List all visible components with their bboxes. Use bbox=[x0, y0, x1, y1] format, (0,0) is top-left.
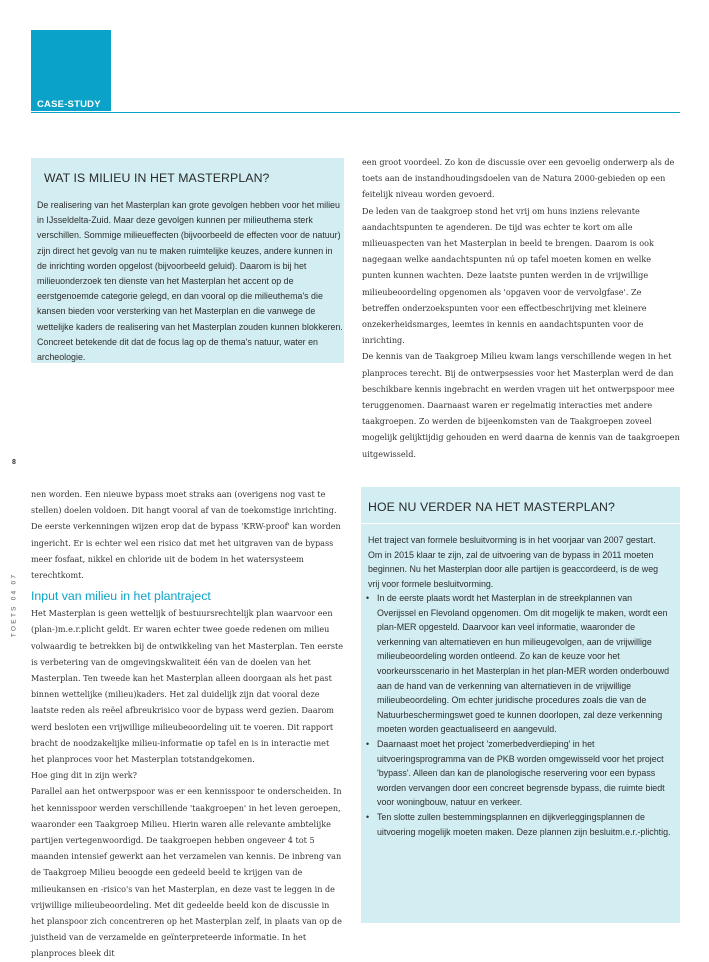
right-column-top bbox=[362, 154, 680, 462]
side-label bbox=[9, 573, 19, 637]
paragraph: Parallel aan het ontwerpspoor was er een kennisspoor te onderscheiden. In het kennisspoor werden verschillende 'taakgroepen' in het leven geroepen, waaronder een Taakgroep Milieu. Hierin waren alle relevante ambtelijke partijen vertegenwoordigd. De taakgroepen hebben ongeveer 4 tot 5 maanden intensief gewerkt aan het verzamelen van kennis. De inbreng van de Taakgroep Milieu beoogde een gedeeld beeld te krijgen van de milieukansen en -risico's van het Masterplan, en deze vast te leggen in de vrijwillige milieubeoordeling. Met dit gedeelde beeld kon de discussie in het planspoor zich concentreren op het Masterplan zelf, in plaats van op de juistheid van de verzamelde en geïnterpreteerde informatie. In het planproces bleek dit bbox=[31, 786, 342, 959]
paragraph: Hoe ging dit in zijn werk? bbox=[31, 770, 137, 781]
list-item-text: Daarnaast moet het project 'zomerbedverdieping' in het uitvoeringsprogramma van de PKB worden omgewisseld voor het project 'bypass'. Alleen dan kan de planologische reservering voor een bypass worden vervangen door een concreet begrensde bypass, die ruimte biedt voor woningbouw, natuur en verkeer. bbox=[377, 738, 665, 808]
box-divider bbox=[361, 523, 680, 524]
box-milieu-body: De realisering van het Masterplan kan grote gevolgen hebben voor het milieu in IJsseldelta-Zuid. Maar deze gevolgen kunnen per milieuthema sterk verschillen. Sommige milieueffecten (bijvoorbeeld de effecten voor de natuur) zijn direct het gevolg van nu te maken ruimtelijke keuzes, andere kunnen in de inrichting worden opgelost (bijvoorbeeld geluid). Daarom is bij het milieuonderzoek ten dienste van het Masterplan het accent op de eerstgenoemde categorie gelegd, en dan vooral op die milieuthema's die kansen bieden voor versterking van het Masterplan en die vanwege de wettelijke kaders de realisering van het Masterplan zouden kunnen blokkeren. Concreet betekende dit dat de focus lag op de thema's natuur, water en archeologie. bbox=[37, 200, 343, 363]
paragraph: een groot voordeel. Zo kon de discussie over een gevoelig onderwerp als de toets aan de instandhoudingsdoelen van de Natura 2000-gebieden op een feitelijk niveau worden gevoerd. bbox=[362, 157, 675, 200]
paragraph: Het Masterplan is geen wettelijk of bestuursrechtelijk plan waarvoor een (plan-)m.e.r.plicht geldt. Er waren echter twee goede redenen om milieu volwaardig te betrekken bij de ontwikkeling van het Masterplan. Ten eerste is verbetering van de omgevingskwaliteit één van de doelen van het Masterplan. Ten tweede kan het Masterplan alleen doorgaan als het past binnen wettelijke (milieu)kaders. Het zal duidelijk zijn dat vooral deze laatste reden als reëel afbreukrisico voor de bypass werd gezien. Daarom werd besloten een vrijwillige milieubeoordeling uit te voeren. Dit rapport bracht de noodzakelijke milieu-informatie op tafel en is in interactie met het planproces voor het Masterplan totstandgekomen. bbox=[31, 608, 344, 765]
sidebar-box-verder bbox=[361, 487, 680, 923]
page-number: 8 bbox=[12, 459, 16, 466]
box-verder-intro: Het traject van formele besluitvorming is in het voorjaar van 2007 gestart. Om in 2015 klaar te zijn, zal de uitvoering van de bypass in 2011 moeten beginnen. Nu het Masterplan door alle partijen is geaccordeerd, is de weg vrij voor formele besluitvorming. bbox=[368, 535, 659, 589]
header-rule bbox=[31, 112, 680, 113]
box-verder-title: HOE NU VERDER NA HET MASTERPLAN? bbox=[368, 500, 615, 514]
list-item bbox=[361, 810, 673, 839]
list-item-text: Ten slotte zullen bestemmingsplannen en dijkverleggingsplannen de uitvoering mogelijk moeten maken. Deze plannen zijn besluitm.e.r.-plichtig. bbox=[377, 811, 671, 837]
list-item bbox=[361, 737, 673, 810]
bullet-icon: • bbox=[366, 593, 370, 603]
bullet-icon: • bbox=[366, 738, 370, 749]
list-item bbox=[361, 591, 673, 737]
paragraph: nen worden. Een nieuwe bypass moet straks aan (overigens nog vast te stellen) doelen voldoen. Dit hangt vooral af van de toekomstige inrichting. De eerste verkenningen wijzen erop dat de bypass 'KRW-proof' kan worden ingericht. Er is echter wel een risico dat met het uitgraven van de bypass meer fosfaat, nikkel en chloride uit de bodem in het watersysteem terechtkomt. bbox=[31, 489, 341, 581]
list-item-text: In de eerste plaats wordt het Masterplan in de streekplannen van Overijssel en Flevoland opgenomen. Om dit mogelijk te maken, wordt een plan-MER opgesteld. Daarvoor kan veel informatie, waaronder de verkenning van alternatieven en hun milieugevolgen, aan de vrijwillige milieubeoordeling worden ontleend. Zo kan de keuze voor het voorkeursscenario in het Masterplan in het plan-MER worden onderbouwd aan de hand van de verkenning van alternatieven in de vrijwillige milieubeoordeling. Om echter juridische procedures zoals die van de Natuurbeschermingswet goed te kunnen doorlopen, zal deze verkenning moeten worden geactualiseerd en aangevuld. bbox=[377, 593, 670, 735]
side-label-text: TOETS 04 07 bbox=[10, 572, 18, 638]
paragraph: De kennis van de Taakgroep Milieu kwam langs verschillende wegen in het planproces terecht. Bij de ontwerpsessies voor het Masterplan werd de dan beschikbare kennis ingebracht en werden vragen uit het ontwerpspoor mee teruggenomen. Daarnaast waren er regelmatig interacties met andere taakgroepen. Zo werden de bijeenkomsten van de Taakgroepen zoveel mogelijk gelijktijdig gehouden en werd daarna de kennis van de taakgroepen uitgewisseld. bbox=[362, 351, 680, 459]
left-column-bottom bbox=[31, 486, 345, 962]
case-study-label: CASE-STUDY bbox=[37, 99, 101, 110]
section-heading: Input van milieu in het plantraject bbox=[31, 589, 211, 604]
paragraph: De leden van de taakgroep stond het vrij om huns inziens relevante aandachtspunten te agenderen. De tijd was echter te kort om alle milieuaspecten van het Masterplan in beeld te brengen. Daarom is ook nagegaan welke aandachtspunten nú op tafel moeten komen en welke punten kunnen wachten. Deze laatste punten werden in de vrijwillige milieubeoordeling opgenomen als 'opgaven voor de vervolgfase'. Ze betreffen onderzoekspunten voor een effectbeschrijving met kleinere onzekerheidsmarges, leemtes in kennis en aandachtspunten voor de inrichting. bbox=[362, 205, 654, 346]
bullet-list bbox=[361, 591, 673, 839]
sidebar-box-milieu bbox=[31, 158, 344, 363]
bullet-icon: • bbox=[366, 811, 370, 822]
box-milieu-title: WAT IS MILIEU IN HET MASTERPLAN? bbox=[44, 171, 270, 185]
